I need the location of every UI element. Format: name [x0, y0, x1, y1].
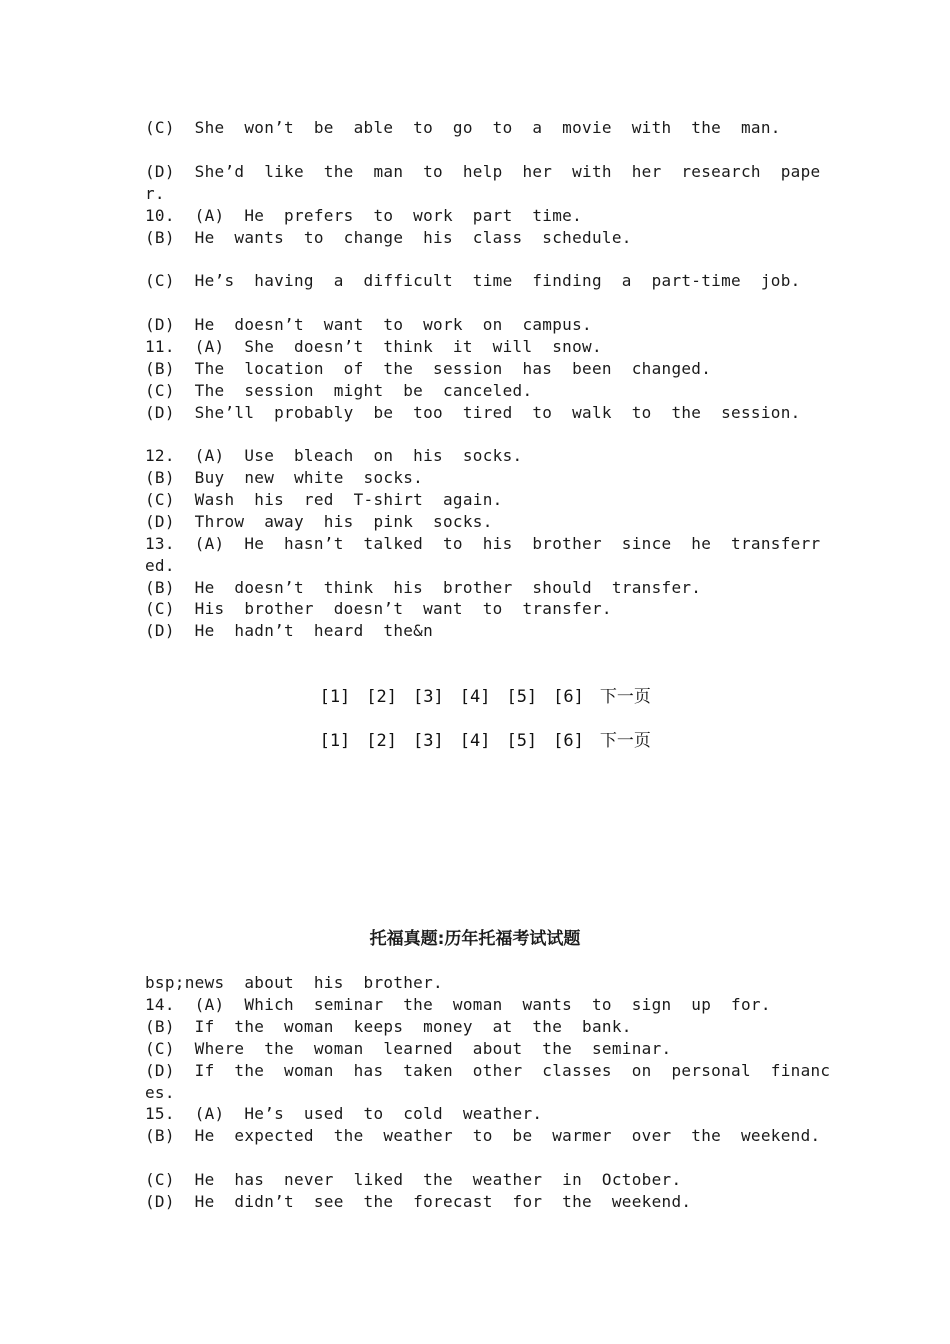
- text-line: 13. (A) He hasn’t talked to his brother since he transferr: [145, 534, 821, 553]
- text-line: (C) Where the woman learned about the seminar.: [145, 1039, 672, 1058]
- text-line: 14. (A) Which seminar the woman wants to sign up for.: [145, 995, 771, 1014]
- text-line: (D) He hadn’t heard the&n: [145, 621, 434, 640]
- page-link-5[interactable]: [5]: [506, 731, 538, 751]
- next-page-link[interactable]: 下一页: [599, 731, 651, 751]
- text-line: 10. (A) He prefers to work part time.: [145, 206, 583, 225]
- pagination: [0, 708, 950, 752]
- text-line: (D) She’d like the man to help her with her research pape: [145, 162, 821, 181]
- text-line: (B) He expected the weather to be warmer over the weekend.: [145, 1126, 821, 1145]
- text-line: 11. (A) She doesn’t think it will snow.: [145, 337, 602, 356]
- page-link-6[interactable]: [6]: [553, 731, 584, 751]
- text-line: (D) She’ll probably be too tired to walk to the session.: [145, 403, 801, 422]
- page-link-2[interactable]: [2]: [366, 687, 398, 707]
- next-page-link[interactable]: 下一页: [599, 687, 651, 707]
- text-line: (D) He didn’t see the forecast for the weekend.: [145, 1192, 692, 1211]
- page-link-3[interactable]: [3]: [413, 731, 444, 751]
- text-line: (C) He’s having a difficult time finding a part-time job.: [145, 271, 801, 290]
- page-link-4[interactable]: [4]: [459, 731, 491, 751]
- text-line: (C) She won’t be able to go to a movie with the man.: [145, 118, 781, 137]
- text-line: (C) The session might be canceled.: [145, 381, 533, 400]
- page-title: 托福真题:历年托福考试试题: [369, 929, 581, 949]
- text-line: (D) He doesn’t want to work on campus.: [145, 315, 592, 334]
- page-link-2[interactable]: [2]: [366, 731, 398, 751]
- page-link-1[interactable]: [1]: [319, 731, 351, 751]
- text-line: 15. (A) He’s used to cold weather.: [145, 1104, 543, 1123]
- text-line: r.: [145, 184, 165, 203]
- page-link-5[interactable]: [5]: [506, 687, 538, 707]
- text-line: es.: [145, 1083, 175, 1102]
- text-line: (C) He has never liked the weather in October.: [145, 1170, 682, 1189]
- text-line: (B) If the woman keeps money at the bank.: [145, 1017, 632, 1036]
- text-line: bsp;news about his brother.: [145, 973, 443, 992]
- text-line: (B) The location of the session has been changed.: [145, 359, 712, 378]
- text-line: (C) Wash his red T-shirt again.: [145, 490, 503, 509]
- text-line: ed.: [145, 556, 175, 575]
- pagination: [0, 664, 950, 708]
- text-line: (B) He wants to change his class schedule.: [145, 228, 632, 247]
- text-line: 12. (A) Use bleach on his socks.: [145, 446, 523, 465]
- page-link-4[interactable]: [4]: [459, 687, 491, 707]
- text-line: (D) If the woman has taken other classes on personal financ: [145, 1061, 831, 1080]
- text-line: (C) His brother doesn’t want to transfer.: [145, 599, 612, 618]
- page-link-3[interactable]: [3]: [413, 687, 444, 707]
- page-link-1[interactable]: [1]: [319, 687, 351, 707]
- text-line: (B) He doesn’t think his brother should transfer.: [145, 578, 702, 597]
- text-line: (B) Buy new white socks.: [145, 468, 424, 487]
- page-link-6[interactable]: [6]: [553, 687, 584, 707]
- text-line: (D) Throw away his pink socks.: [145, 512, 493, 531]
